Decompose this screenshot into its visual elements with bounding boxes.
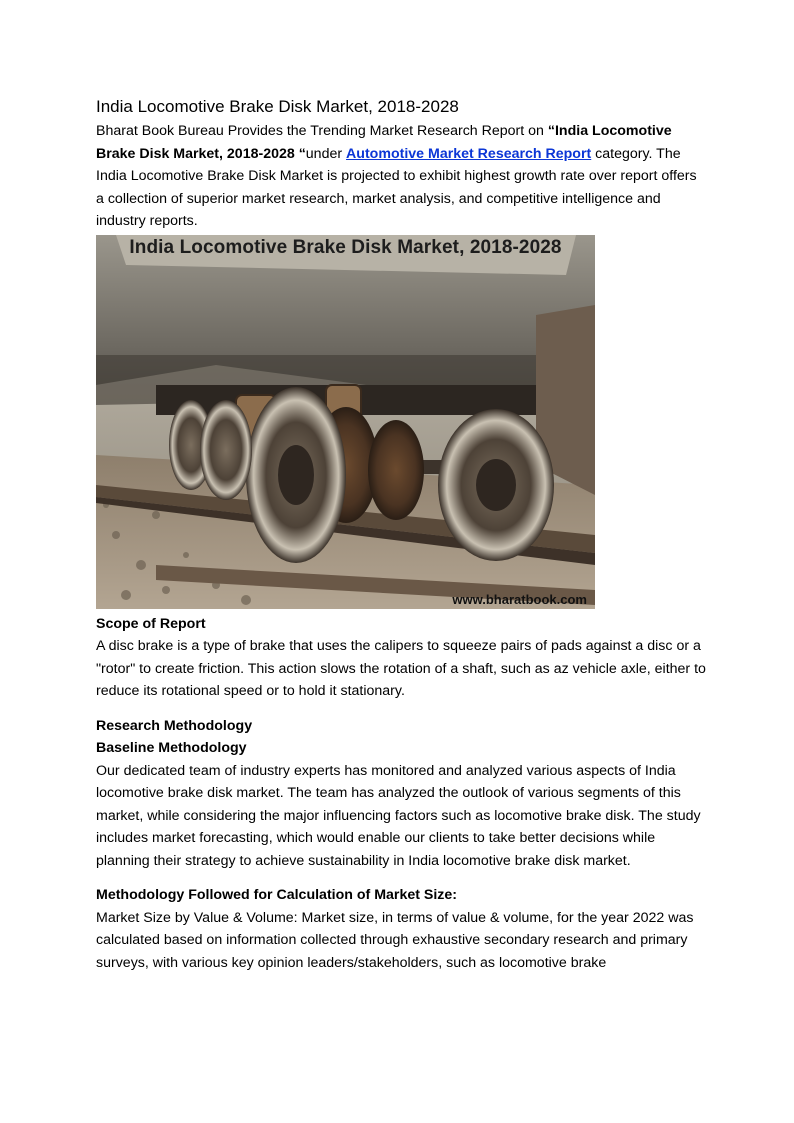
document-title: India Locomotive Brake Disk Market, 2018-2028: [96, 97, 459, 116]
automotive-report-link[interactable]: Automotive Market Research Report: [346, 145, 592, 162]
intro-text-2: under: [305, 145, 347, 162]
locomotive-brake-disk-image: [96, 235, 595, 609]
intro-text-3: category. The India Locomotive Brake Disk Market is projected to exhibit highest growth rate over report offers a collection of superior market research, market analysis, and competitive intelligence and industry reports.: [96, 145, 697, 229]
train-undercarriage-photo: [96, 235, 595, 609]
methodology-body: Our dedicated team of industry experts has monitored and analyzed various aspects of India locomotive brake disk market. The team has analyzed the outlook of various segments of this market, while considering the major influencing factors such as locomotive brake disk. The study includes market forecasting, which would enable our clients to take better decisions while planning their strategy to achieve sustainability in India locomotive brake disk market.: [96, 762, 701, 869]
spacer: [96, 703, 706, 715]
intro-report-title: “India Locomotive Brake Disk Market, 2018-2028 “: [96, 123, 672, 162]
scope-heading: Scope of Report: [96, 615, 206, 632]
image-title-text: India Locomotive Brake Disk Market, 2018-2028: [129, 236, 562, 258]
intro-paragraph: [96, 120, 706, 233]
spacer: [96, 872, 706, 884]
scope-body: A disc brake is a type of brake that uses the calipers to squeeze pairs of pads against a disc or a "rotor" to create friction. This action slows the rotation of a shaft, such as az vehicle axle, either to reduce its rotational speed or to hold it stationary.: [96, 638, 706, 699]
image-watermark: www.bharatbook.com: [452, 591, 587, 607]
market-size-heading: Methodology Followed for Calculation of Market Size:: [96, 887, 458, 903]
research-methodology-heading: Research Methodology: [96, 717, 253, 734]
document-page: [96, 96, 706, 974]
market-size-body: Market Size by Value & Volume: Market size, in terms of value & volume, for the year 2022 was calculated based on information collected through exhaustive secondary research and primary surveys, with various key opinion leaders/stakeholders, such as locomotive brake: [96, 909, 694, 971]
baseline-methodology-heading: Baseline Methodology: [96, 740, 247, 756]
intro-text-1: Bharat Book Bureau Provides the Trending Market Research Report on: [96, 123, 548, 139]
